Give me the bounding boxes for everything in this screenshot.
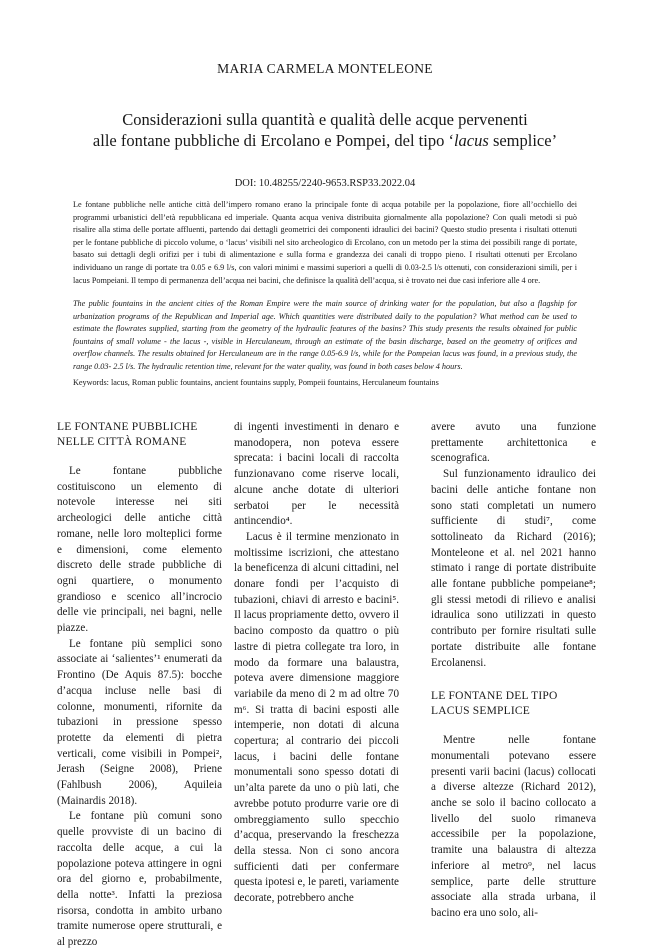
section-heading-2: LE FONTANE DEL TIPO LACUS SEMPLICE	[431, 690, 558, 718]
title-suffix: semplice’	[488, 131, 558, 150]
paragraph: avere avuto una funzione prettamente architettonica e scenografica.	[431, 421, 596, 465]
author-name: MARIA CARMELA MONTELEONE	[217, 61, 433, 76]
doi[interactable]: DOI: 10.48255/2240-9653.RSP33.2022.04	[234, 178, 416, 189]
paragraph: Lacus è il termine menzionato in moltissime iscrizioni, che attestano la beneficenza di alcuni cittadini, nel donare fondi per l’acquisto di tubazioni, chiavi di arresto e bacini⁵. Il lacus propriamente detto, ovvero il bacino composto da quattro o più lastre di pietra collegate tra loro, in modo da formare una balaustra, poteva avere dimensione maggiore variabile da meno di 2 m ad oltre 70 m⁶. Si tratta di bacini esposti alle intemperie, non dotati di alcuna copertura; al contrario dei piccoli lacus, i bacini delle fontane monumentali sono spesso dotati di un’alta parete da uno o più lati, che avrebbe potuto produrre varie ore di ombreggiamento sullo specchio d’acqua, preservando la freschezza della stessa. Non ci sono ancora sufficienti dati per confermare questa ipotesi e, le pareti, variamente decorate, potrebbero anche	[234, 530, 399, 905]
column-2	[234, 420, 399, 907]
paragraph: di ingenti investimenti in denaro e manodopera, non poteva essere sprecata: i bacini locali di raccolta funzionavano come riserve locali, alcune anche dotate di ulteriori serbatoi per le necessità antincendio⁴.	[234, 421, 399, 528]
keywords: Keywords: lacus, Roman public fountains, ancient fountains supply, Pompeii fountains, Herculaneum fountains	[73, 378, 439, 387]
column-3	[431, 420, 596, 922]
abstract-english: The public fountains in the ancient cities of the Roman Empire were the main source of drinking water for the population, but also a flagship for urbanization programs of the Republican and Imperial age. Which quantities were distributed daily to the population? What method can be used to estimate the flowrates supplied, starting from the geometry of the hydraulic features of the basins? This study presents the results obtained for public fountains of small volume - the lacus -, visible in Herculaneum, through an estimate of the basin discharge, based on the geometry of orifices and overflow channels. The results obtained for Herculaneum are in the range 0.05-6.9 l/s, while for the Pompeian lacus was found, in a previous study, the range 0.03- 2.5 l/s. The hydraulic retention time, relevant for the water quality, was found in both cases below 4 hours.	[73, 299, 577, 371]
paragraph: Sul funzionamento idraulico dei bacini delle antiche fontane non sono stati completati un numero sufficiente di studi⁷, come sottolineato da Richard (2016); Monteleone et al. nel 2021 hanno stimato i range di portate distribuite alle fontane pubbliche pompeiane⁸; gli stessi metodi di rilievo e analisi idraulica sono utilizzati in questo contributo per fornire risultati sulle portate distribuite alle fontane Ercolanensi.	[431, 468, 596, 669]
abstract-italian: Le fontane pubbliche nelle antiche città dell’impero romano erano la principale fonte di acqua potabile per la popolazione, fiore all’occhiello dei programmi urbanistici dell’età repubblicana ed imperiale. Quanta acqua veniva distribuita giornalmente alla popolazione? Con quali metodi si può risalire alla stima delle portate affluenti, partendo dai dettagli geometrici dei componenti idraulici dei bacini? Questo studio presenta i risultati ottenuti per le fontane pubbliche di piccolo volume, o ‘lacus’ visibili nel sito archeologico di Ercolano, con un metodo per la stima dei possibili range di portate, basato sui dettagli degli orifizi per i tubi di alimentazione e sulla forma e grandezza dei canali di troppo pieno. I risultati ottenuti per Ercolano individuano un range di portate tra 0.05 e 6.9 l/s, con valori minimi e massimi superiori a quelli di 0.03-2.5 l/s ottenuti, con considerazioni simili, per i lacus Pompeiani. Il tempo di permanenza dell’acqua nei bacini, che definisce la qualità dell’acqua, si è trovato nei due casi inferiore alle 4 ore.	[73, 200, 577, 285]
title-prefix: alle fontane pubbliche di Ercolano e Pompei, del tipo ‘	[92, 131, 454, 150]
paragraph: Mentre nelle fontane monumentali potevano essere presenti varii bacini (lacus) collocati a diverse altezze (Richard 2012), anche se solo il bacino collocato a livello del suolo rimaneva accessibile per la popolazione, tramite una balaustra di altezza inferiore al metro⁹, nel lacus semplice, parte delle strutture associate alla strada urbana, il bacino era uno solo, ali-	[431, 734, 596, 919]
paper-title	[40, 109, 610, 151]
title-italic-word: lacus	[453, 131, 489, 150]
title-line-1: Considerazioni sulla quantità e qualità delle acque pervenenti	[122, 110, 528, 129]
paragraph: Le fontane pubbliche costituiscono un elemento di notevole interesse nei siti archeologici delle antiche città romane, nelle loro molteplici forme e dimensioni, come elemento discreto delle strade pubbliche di ogni quartiere, o monumento grandioso e scenico all’incrocio delle vie principali, nei bagni, nelle piazze.	[57, 465, 222, 635]
column-1	[57, 420, 222, 951]
title-line-2	[40, 130, 610, 151]
paragraph: Le fontane più semplici sono associate ai ‘salientes’¹ enumerati da Frontino (De Aquis 87.5): bocche d’acqua incluse nelle basi di colonne, monumenti, rifornite da tubazioni in pressione spesso protette da elementi di pietra verticali, come visibili in Pompei², Jerash (Seigne 2008), Priene (Fahlbush 2006), Aquileia (Mainardis 2018).	[57, 637, 222, 807]
paragraph: Le fontane più comuni sono quelle provviste di un bacino di raccolta delle acque, a cui la popolazione poteva attingere in ogni ora del giorno e, probabilmente, della notte³. Infatti la preziosa risorsa, condotta in ambito urbano tramite numerose opere strutturali, e al prezzo	[57, 810, 222, 949]
section-heading-1: LE FONTANE PUBBLICHE NELLE CITTÀ ROMANE	[57, 421, 198, 448]
